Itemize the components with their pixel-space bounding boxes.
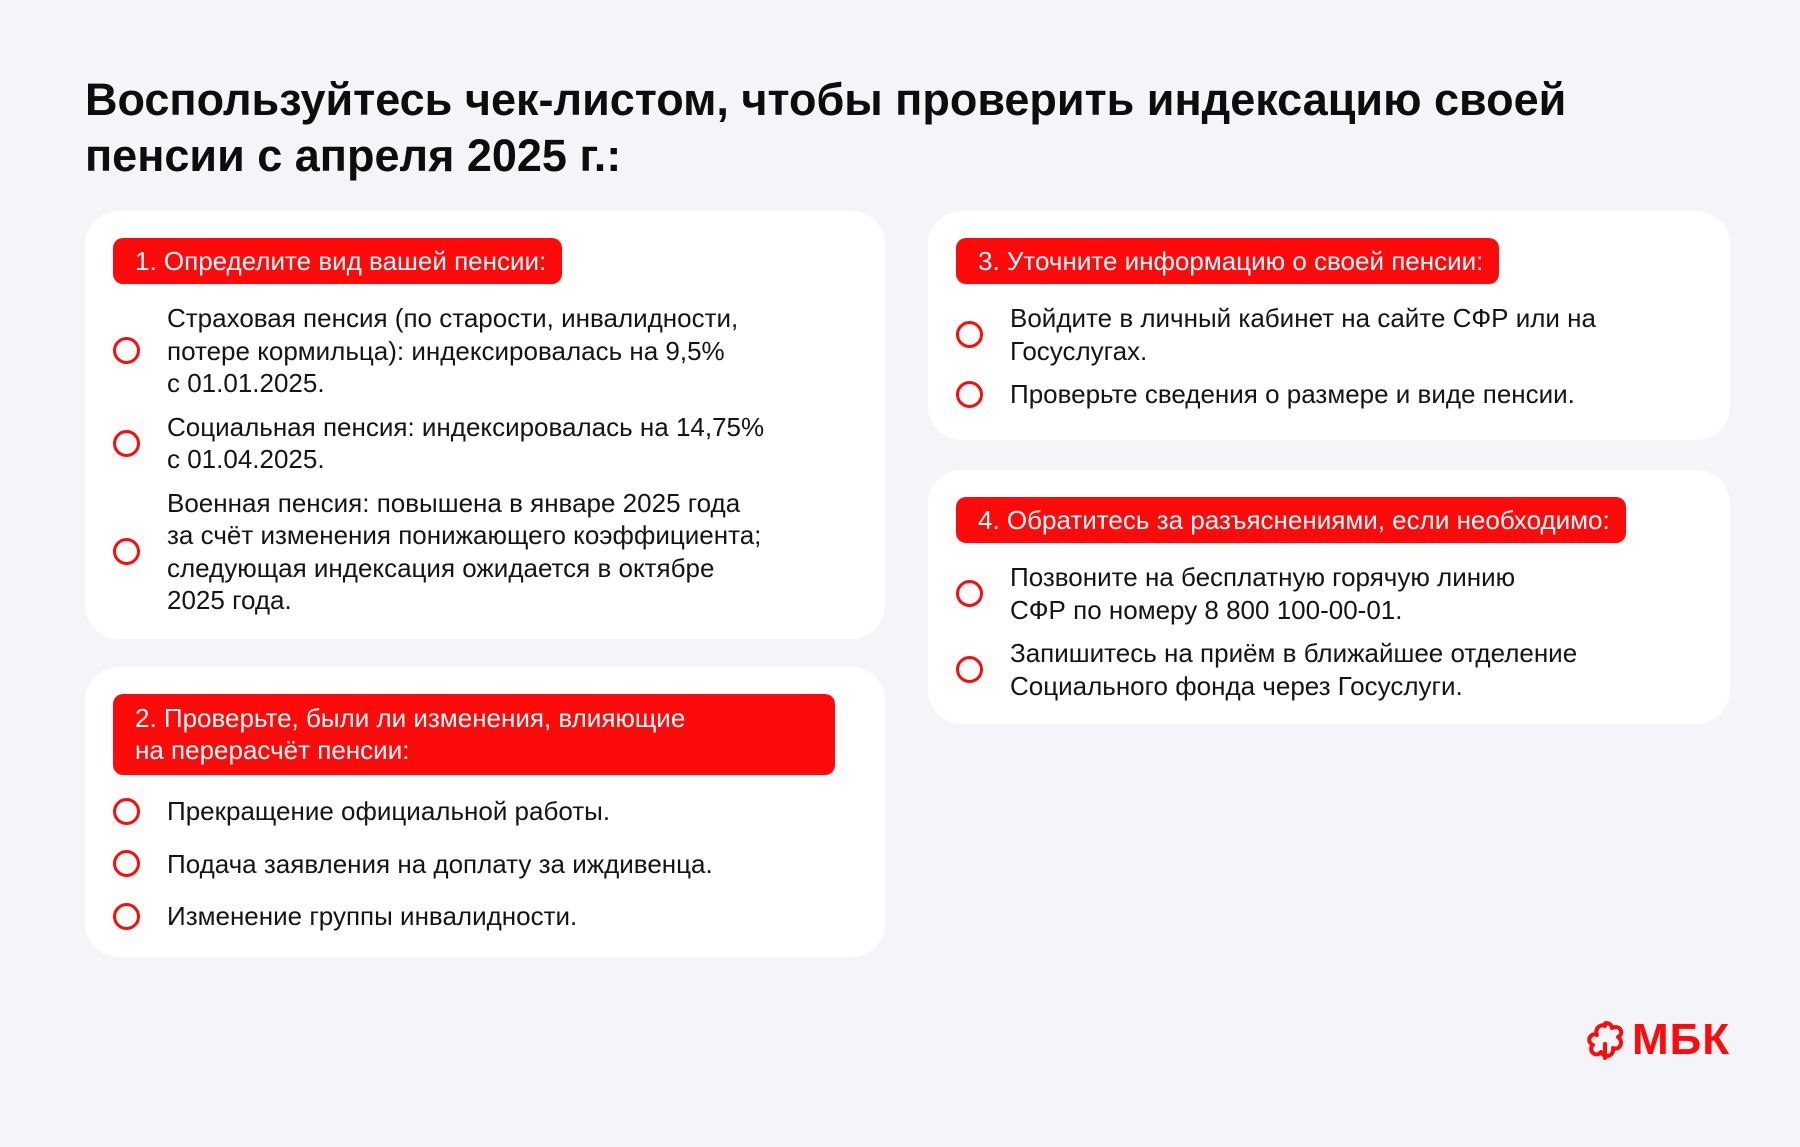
brand-logo [1584,1015,1731,1064]
checklist-item[interactable] [956,637,1702,702]
checklist-item-text: Подача заявления на доплату за иждивенца. [167,848,713,879]
checklist-item[interactable] [113,900,857,933]
checklist-item-text: Социальная пенсия: индексировалась на 14,75% с 01.04.2025. [167,411,765,474]
checklist-item[interactable] [113,302,857,400]
checklist [956,561,1702,702]
checkbox-circle-icon[interactable] [113,903,140,930]
checklist-item[interactable] [956,561,1702,626]
checklist-item[interactable] [113,848,857,881]
checklist-item-text: Военная пенсия: повышена в январе 2025 года за счёт изменения понижающего коэффициента; следующая индексация ожидается в октябре 2025 года. [167,487,762,615]
checkbox-circle-icon[interactable] [113,798,140,825]
checklist-card-info [928,211,1730,440]
checkbox-circle-icon[interactable] [956,321,983,348]
page-title: Воспользуйтесь чек-листом, чтобы проверить индексацию своей пенсии с апреля 2025 г.: [85,74,1567,181]
card-heading: 3. Уточните информацию о своей пенсии: [956,238,1499,284]
checklist [956,302,1702,411]
card-heading: 2. Проверьте, были ли изменения, влияющие на перерасчёт пенсии: [113,694,835,775]
logo-text: МБК [1632,1015,1731,1064]
checklist-item-text: Изменение группы инвалидности. [167,901,578,931]
checklist [113,795,857,933]
checklist-item-text: Позвоните на бесплатную горячую линию СФР по номеру 8 800 100-00-01. [1010,562,1516,625]
checklist-item-text: Войдите в личный кабинет на сайте СФР или на Госуслугах. [1010,303,1596,366]
checklist-card-pension-type [85,211,885,639]
checklist-card-contact [928,470,1730,724]
checkbox-circle-icon[interactable] [956,381,983,408]
checkbox-circle-icon[interactable] [113,337,140,364]
checklist-item[interactable] [113,487,857,617]
checkbox-circle-icon[interactable] [956,656,983,683]
checklist-item[interactable] [113,795,857,828]
checklist-item[interactable] [956,302,1702,367]
checkbox-circle-icon[interactable] [113,430,140,457]
checklist-item[interactable] [113,411,857,476]
card-heading: 1. Определите вид вашей пенсии: [113,238,562,284]
card-heading: 4. Обратитесь за разъяснениями, если необходимо: [956,497,1626,543]
checklist-item-text: Запишитесь на приём в ближайшее отделение Социального фонда через Госуслуги. [1010,638,1578,701]
checkbox-circle-icon[interactable] [113,850,140,877]
checklist-item[interactable] [956,378,1702,411]
checklist-card-changes [85,667,885,957]
mbk-flower-icon [1584,1018,1628,1062]
checkbox-circle-icon[interactable] [956,580,983,607]
checkbox-circle-icon[interactable] [113,538,140,565]
checklist-item-text: Прекращение официальной работы. [167,796,611,826]
checklist-item-text: Проверьте сведения о размере и виде пенсии. [1010,379,1575,409]
checklist-item-text: Страховая пенсия (по старости, инвалидности, потере кормильца): индексировалась на 9,5% с 01.01.2025. [167,303,739,398]
checklist [113,302,857,617]
